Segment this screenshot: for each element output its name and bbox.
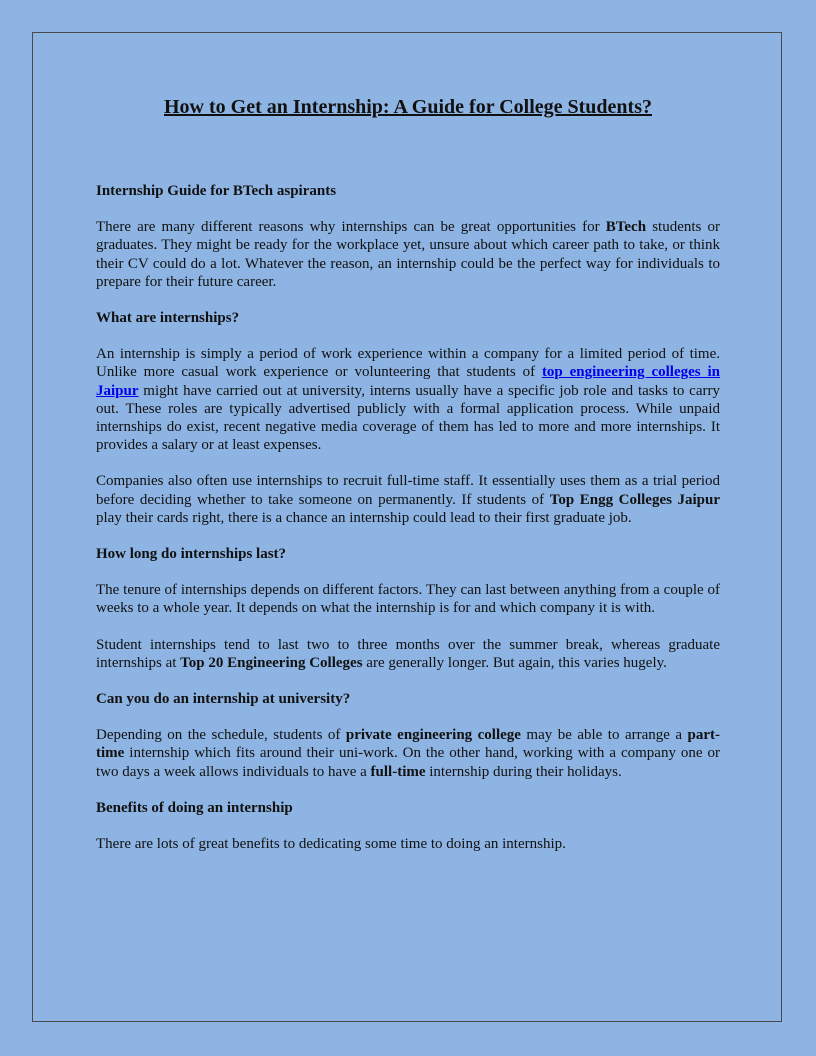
document-body <box>96 182 720 871</box>
text-run: are generally longer. But again, this varies hugely. <box>362 654 667 671</box>
text-run: internship which fits around their uni-work. On the other hand, working with a company one or two days a week allows individuals to have a <box>96 745 720 780</box>
bold-text: BTech <box>605 219 647 236</box>
section-heading-btech-guide: Internship Guide for BTech aspirants <box>96 183 337 199</box>
paragraph <box>96 218 720 291</box>
bold-text: full-time <box>370 763 426 780</box>
bold-text: Top 20 Engineering Colleges <box>180 654 363 671</box>
text-run: play their cards right, there is a chance an internship could lead to their first graduate job. <box>96 509 632 526</box>
section-heading-how-long: How long do internships last? <box>96 546 287 563</box>
paragraph <box>96 636 720 672</box>
page-title: How to Get an Internship: A Guide for College Students? <box>164 96 652 118</box>
text-run: internship during their holidays. <box>425 763 622 780</box>
text-run: There are many different reasons why internships can be great opportunities for <box>96 219 606 236</box>
bold-text: private engineering college <box>345 727 521 744</box>
paragraph: There are lots of great benefits to dedicating some time to doing an internship. <box>96 836 566 853</box>
bold-text: Top Engg Colleges Jaipur <box>549 491 721 508</box>
text-run: Companies also often use internships to recruit full-time staff. It essentially uses them as a trial period before deciding whether to take someone on permanently. If students of <box>96 473 720 508</box>
text-run: may be able to arrange a <box>520 727 688 744</box>
paragraph <box>96 726 720 781</box>
bold-text: part-time <box>96 727 721 762</box>
paragraph <box>96 472 720 527</box>
paragraph: The tenure of internships depends on different factors. They can last between anything from a couple of weeks to a whole year. It depends on what the internship is for and which company it is with. <box>96 582 720 617</box>
link-top-engineering-colleges[interactable]: top engineering colleges in Jaipur <box>96 364 720 399</box>
section-heading-what-are-internships: What are internships? <box>96 310 240 327</box>
text-run: might have carried out at university, interns usually have a specific job role and tasks to carry out. These roles are typically advertised publicly with a formal application process. While unpaid internships do exist, recent negative media coverage of them has led to more and more internships. It provides a salary or at least expenses. <box>96 382 720 454</box>
paragraph <box>96 345 720 454</box>
text-run: An internship is simply a period of work experience within a company for a limited period of time. Unlike more casual work experience or volunteering that students of <box>96 346 720 381</box>
text-run: students or graduates. They might be ready for the workplace yet, unsure about which career path to take, or think their CV could do a lot. Whatever the reason, an internship could be the perfect way for individuals to prepare for their future career. <box>96 219 720 290</box>
text-run: Student internships tend to last two to three months over the summer break, whereas graduate internships at <box>96 636 720 671</box>
text-run: Depending on the schedule, students of <box>96 727 346 744</box>
section-heading-internship-at-university: Can you do an internship at university? <box>96 691 351 708</box>
section-heading-benefits: Benefits of doing an internship <box>96 799 293 816</box>
